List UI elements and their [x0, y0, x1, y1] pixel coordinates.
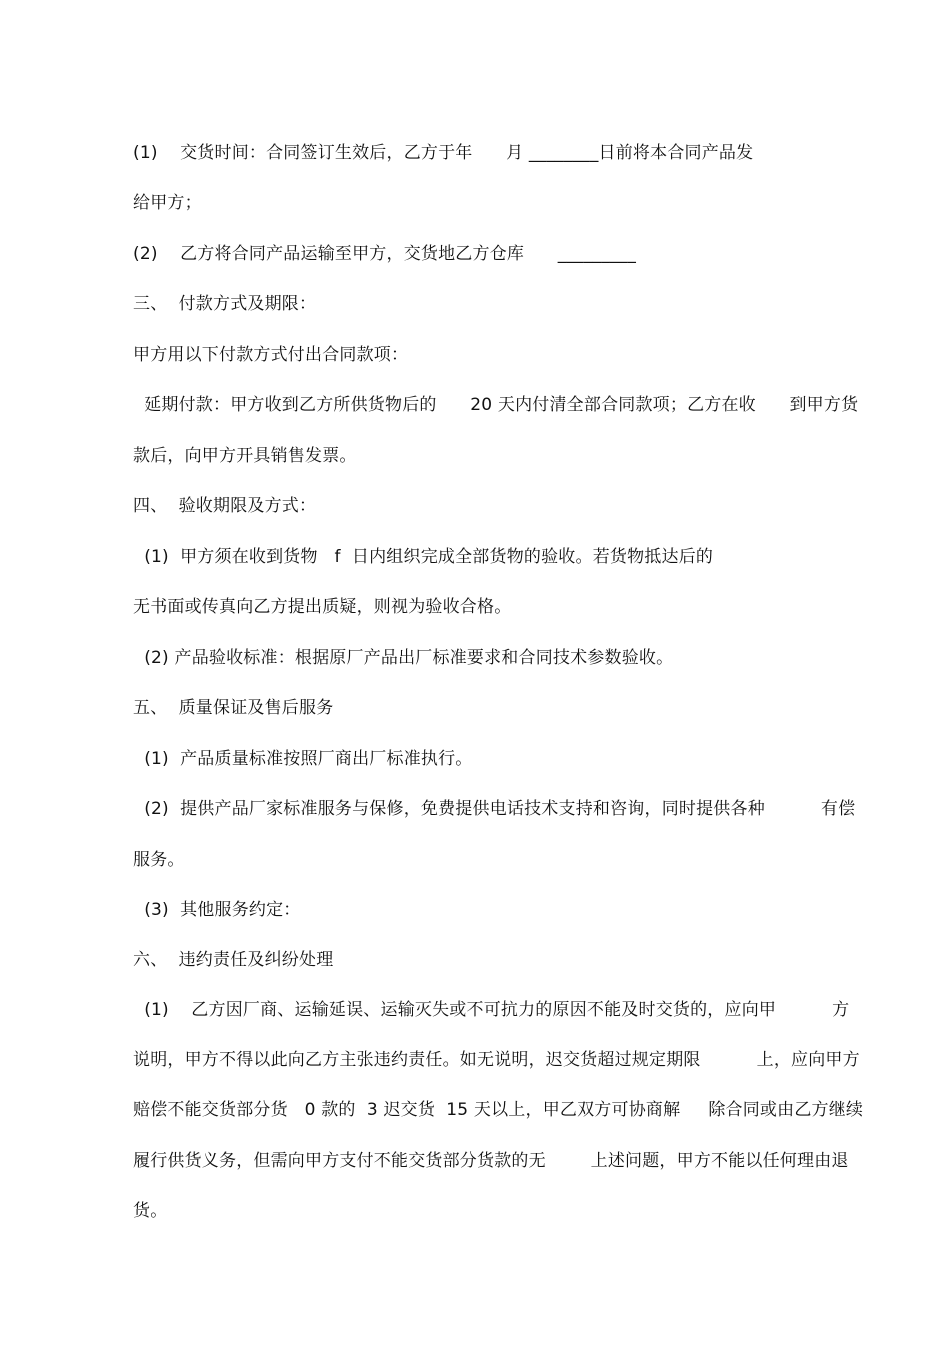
text-line: 给甲方；: [133, 193, 202, 213]
text-line: 服务。: [133, 850, 185, 870]
text-line: (3) 其他服务约定：: [133, 900, 301, 920]
text-line: 款后，向甲方开具销售发票。: [133, 446, 357, 466]
text-line: 延期付款：甲方收到乙方所供货物后的 20 天内付清全部合同款项；乙方在收 到甲方货: [133, 395, 859, 415]
section-heading: 三、 付款方式及期限：: [133, 294, 317, 314]
text-line: (2) 产品验收标准：根据原厂产品出厂标准要求和合同技术参数验收。: [133, 648, 674, 668]
section-heading: 五、 质量保证及售后服务: [133, 698, 334, 718]
section-heading: 六、 违约责任及纠纷处理: [133, 950, 334, 970]
text-line: 说明，甲方不得以此向乙方主张违约责任。如无说明，迟交货超过规定期限 上，应向甲方: [133, 1050, 860, 1070]
text-line: 履行供货义务，但需向甲方支付不能交货部分货款的无 上述问题，甲方不能以任何理由退: [133, 1151, 849, 1171]
text-line: 货。: [133, 1201, 168, 1221]
text-line: (1) 产品质量标准按照厂商出厂标准执行。: [133, 749, 473, 769]
text-line: (2) 提供产品厂家标准服务与保修，免费提供电话技术支持和咨询，同时提供各种 有偿: [133, 799, 856, 819]
section-heading: 四、 验收期限及方式：: [133, 496, 317, 516]
text-line: (1) 甲方须在收到货物 f 日内组织完成全部货物的验收。若货物抵达后的: [133, 547, 714, 567]
text-line: 无书面或传真向乙方提出质疑，则视为验收合格。: [133, 597, 512, 617]
text-line: (1) 乙方因厂商、运输延误、运输灭失或不可抗力的原因不能及时交货的，应向甲 方: [133, 1000, 850, 1020]
text-line: (1) 交货时间：合同签订生效后，乙方于年 月 ________日前将本合同产品发: [133, 143, 754, 163]
text-line: (2) 乙方将合同产品运输至甲方，交货地乙方仓库 _________: [133, 244, 637, 264]
text-line: 甲方用以下付款方式付出合同款项：: [133, 345, 409, 365]
text-line: 赔偿不能交货部分货 0 款的 3 迟交货 15 天以上，甲乙双方可协商解 除合同或由乙方继续: [133, 1100, 864, 1120]
